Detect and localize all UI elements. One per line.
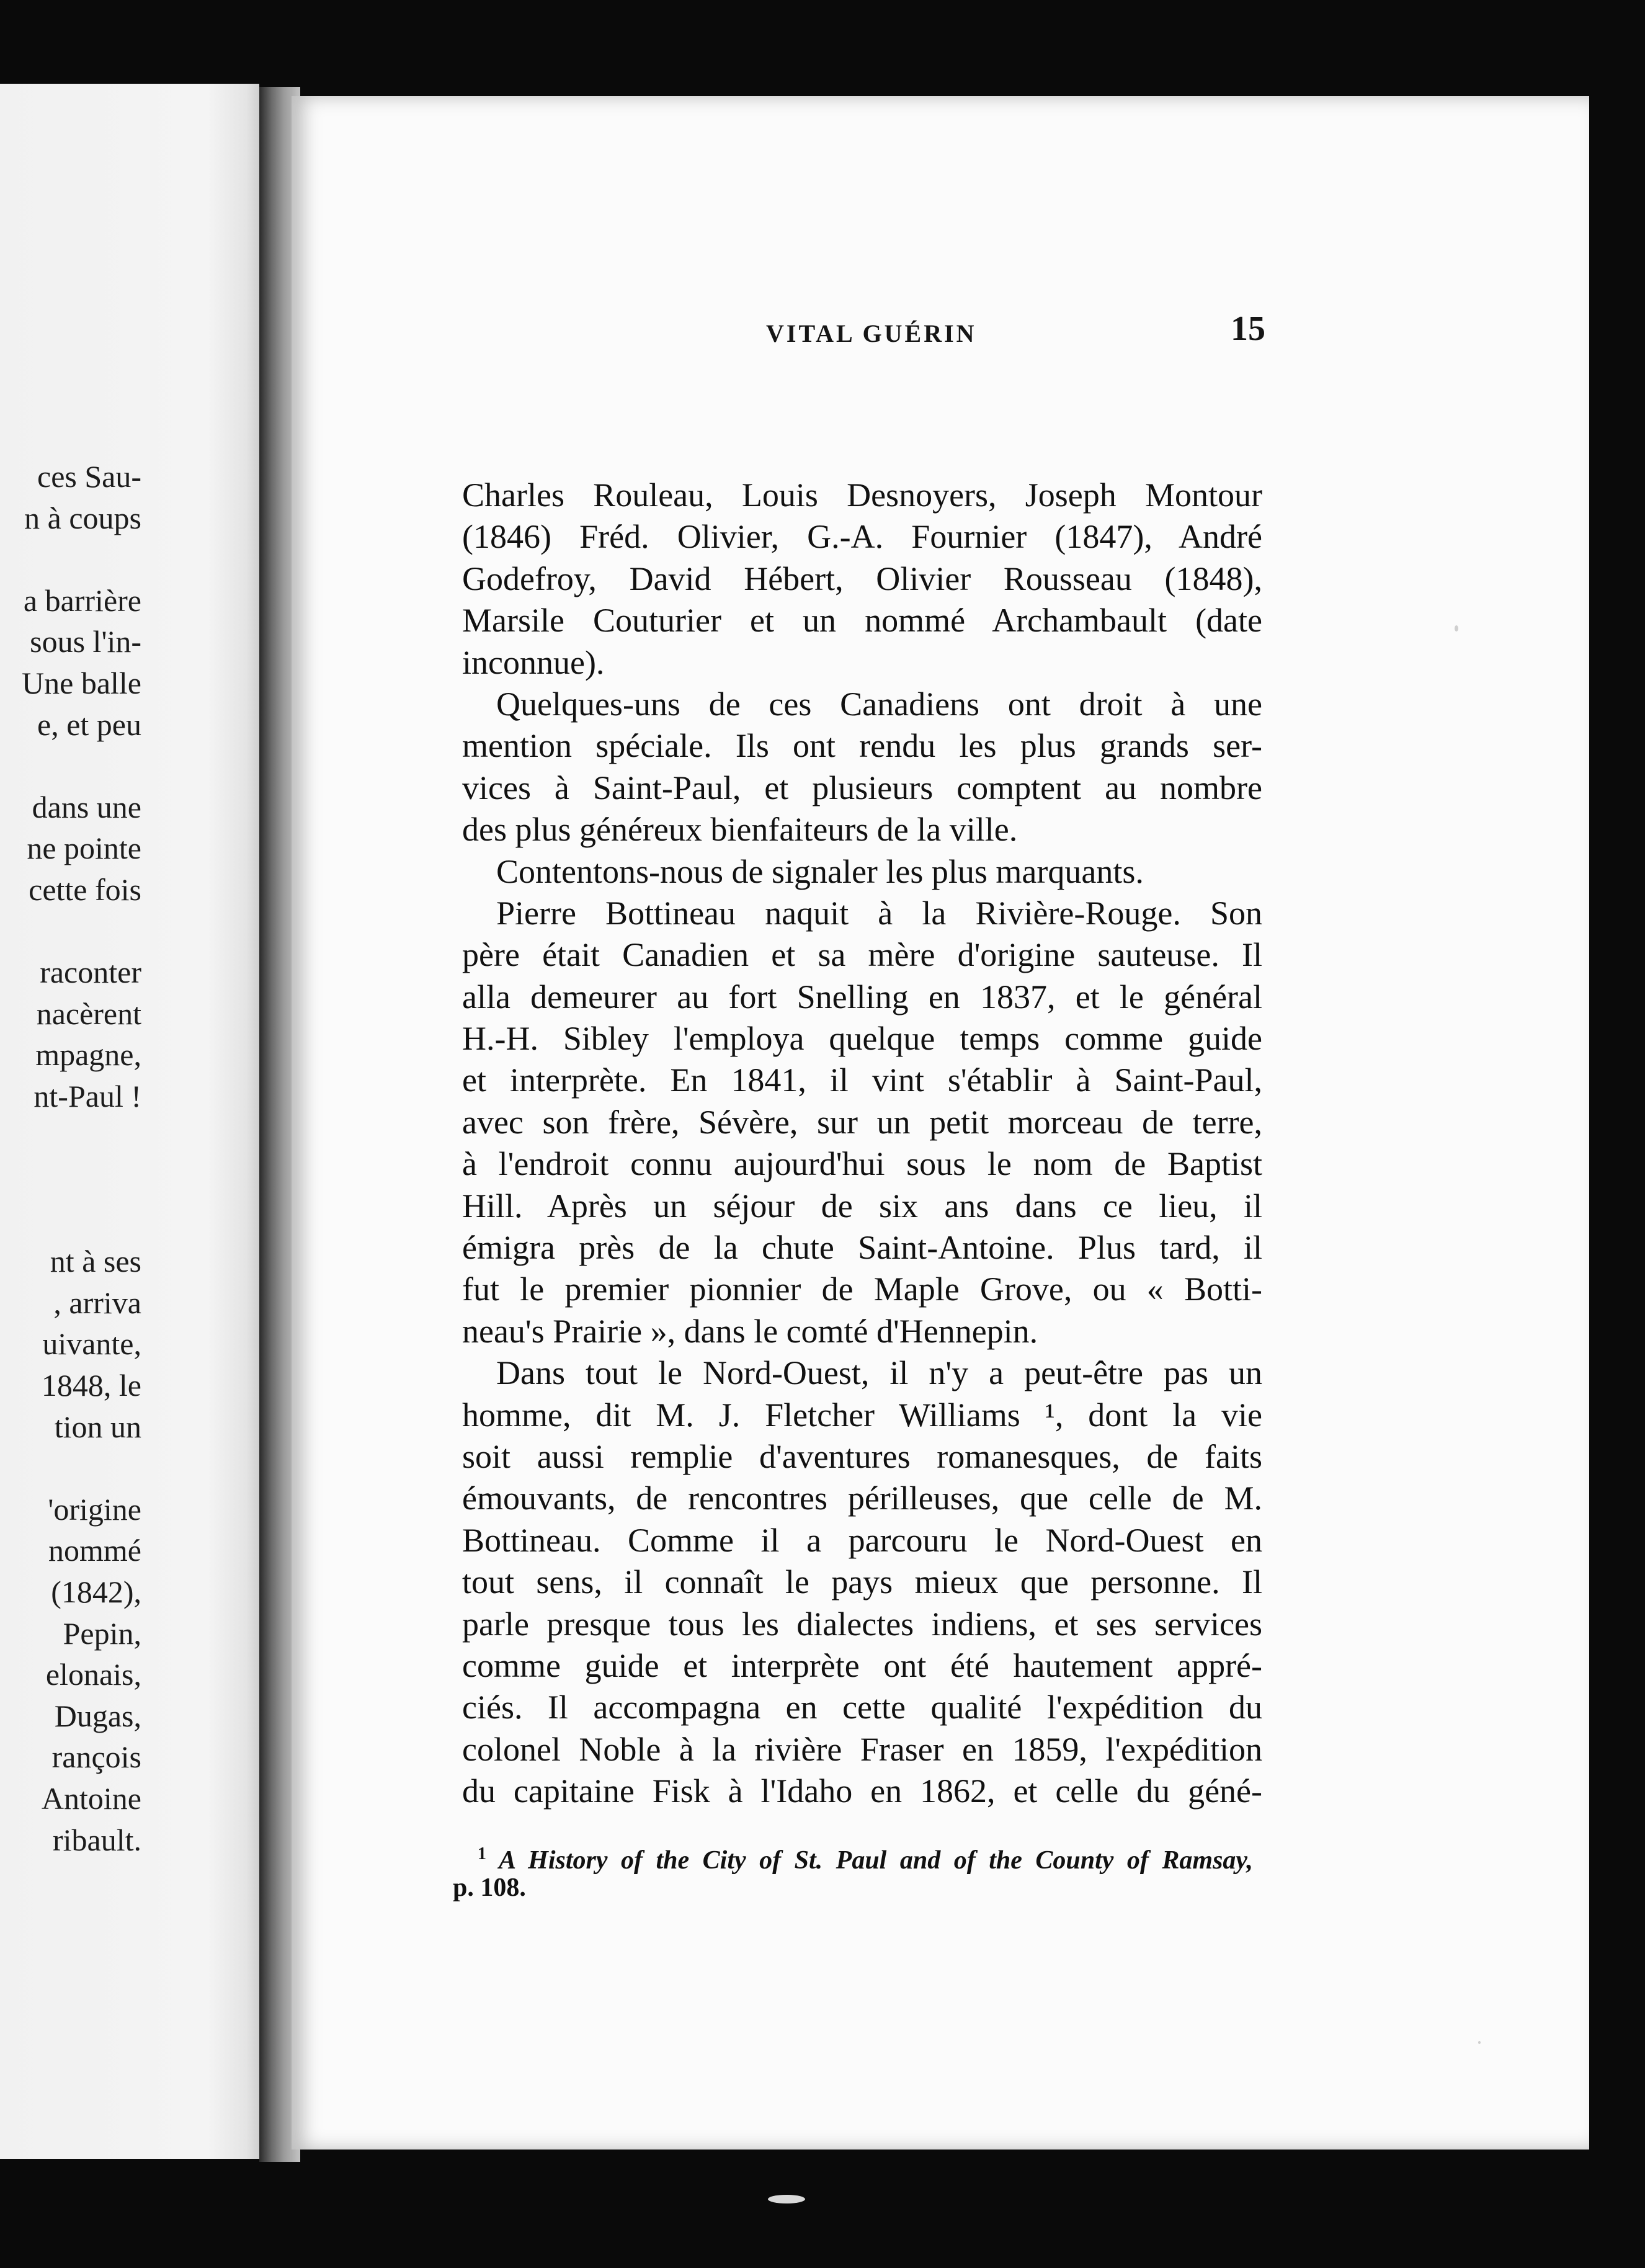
left-line [22, 745, 141, 787]
footnote-mark: 1 [478, 1844, 486, 1864]
text-line: des plus généreux bienfaiteurs de la ville. [462, 811, 1018, 849]
dust-speck [1478, 2041, 1481, 2044]
text-line: ciés. Il accompagna en cette qualité l'expédition du [462, 1689, 1262, 1726]
text-line: soit aussi remplie d'aventures romanesques, de faits [462, 1437, 1262, 1475]
text-line: Charles Rouleau, Louis Desnoyers, Joseph Montour [462, 476, 1262, 514]
left-line: 'origine [48, 1491, 141, 1527]
left-line: nacèrent [36, 996, 141, 1031]
left-line [22, 538, 141, 580]
left-line [22, 1200, 141, 1241]
left-line: tion un [54, 1409, 141, 1444]
text-line: à l'endroit connu aujourd'hui sous le nom de Baptist [462, 1145, 1262, 1183]
left-line [22, 1447, 141, 1489]
text-line: Contentons-nous de signaler les plus marquants. [496, 852, 1144, 890]
left-line: ribault. [52, 1822, 141, 1857]
text-line: Dans tout le Nord-Ouest, il n'y a peut-être pas un [496, 1354, 1262, 1392]
left-line: nt-Paul ! [33, 1078, 141, 1114]
text-line: Quelques-uns de ces Canadiens ont droit à une [496, 685, 1262, 723]
text-line: alla demeurer au fort Snelling en 1837, et le général [462, 978, 1262, 1016]
text-line: Marsile Couturier et un nommé Archambault (date [462, 602, 1262, 640]
left-line [22, 911, 141, 952]
text-line: père était Canadien et sa mère d'origine sauteuse. Il [462, 936, 1262, 974]
left-line: cette fois [29, 872, 141, 907]
text-line: inconnue). [462, 643, 605, 681]
text-line: tout sens, il connaît le pays mieux que personne. Il [462, 1563, 1262, 1601]
text-line: fut le premier pionnier de Maple Grove, ou « Botti- [462, 1270, 1262, 1308]
text-line: Bottineau. Comme il a parcouru le Nord-Ouest en [462, 1521, 1262, 1559]
text-line: neau's Prairie », dans le comté d'Hennepin. [462, 1312, 1038, 1350]
left-line: sous l'in- [30, 624, 141, 659]
text-line: colonel Noble à la rivière Fraser en 1859, l'expédition [462, 1730, 1262, 1768]
left-line: Une balle [22, 665, 141, 700]
left-line: e, et peu [37, 707, 141, 742]
text-line: H.-H. Sibley l'employa quelque temps comme guide [462, 1020, 1262, 1058]
left-line: elonais, [45, 1657, 141, 1692]
text-line: émigra près de la chute Saint-Antoine. Plus tard, il [462, 1229, 1262, 1267]
text-line: (1846) Fréd. Olivier, G.-A. Fournier (1847), André [462, 518, 1262, 556]
footnote-title: A History of the City of St. Paul and of the County of Ramsay, [498, 1846, 1253, 1875]
left-line: mpagne, [35, 1037, 141, 1073]
left-page-text [22, 456, 141, 1860]
left-line: Pepin, [63, 1615, 141, 1651]
left-line: Antoine [41, 1781, 141, 1816]
running-head [471, 304, 1265, 360]
left-line: ne pointe [27, 831, 141, 866]
text-line: comme guide et interprète ont été hautement appré- [462, 1646, 1262, 1684]
footnote-page-ref: p. 108. [453, 1873, 526, 1902]
left-line: raconter [40, 955, 141, 990]
left-line: (1842), [51, 1574, 141, 1610]
left-line: dans une [32, 789, 141, 824]
left-line [22, 1117, 141, 1159]
running-title: VITAL GUÉRIN [766, 319, 977, 347]
footnote-citation [453, 1839, 1253, 1875]
dust-speck [768, 2195, 805, 2203]
left-line: nommé [48, 1533, 141, 1568]
left-line: , arriva [53, 1285, 141, 1320]
text-line: parle presque tous les dialectes indiens, et ses services [462, 1605, 1262, 1643]
text-line: Pierre Bottineau naquit à la Rivière-Rouge. Son [496, 894, 1262, 932]
left-line: uivante, [42, 1326, 141, 1362]
left-line: nt à ses [50, 1244, 141, 1279]
text-line: émouvants, de rencontres périlleuses, que celle de M. [462, 1480, 1262, 1517]
text-line: vices à Saint-Paul, et plusieurs comptent au nombre [462, 769, 1262, 806]
text-line: homme, dit M. J. Fletcher Williams ¹, dont la vie [462, 1396, 1262, 1434]
text-line: Godefroy, David Hébert, Olivier Rousseau (1848), [462, 560, 1262, 597]
left-line [22, 1158, 141, 1200]
text-line: et interprète. En 1841, il vint s'établir à Saint-Paul, [462, 1061, 1262, 1099]
left-line: 1848, le [41, 1368, 141, 1403]
left-line: ces Sau- [37, 459, 141, 494]
text-line: Hill. Après un séjour de six ans dans ce lieu, il [462, 1187, 1262, 1225]
left-line: Dugas, [54, 1698, 141, 1733]
left-line: rançois [51, 1739, 141, 1775]
text-line: du capitaine Fisk à l'Idaho en 1862, et celle du géné- [462, 1772, 1262, 1810]
page-number: 15 [1231, 310, 1265, 348]
footnote [453, 1839, 1253, 1900]
left-facing-page [0, 84, 259, 2159]
dust-speck [1455, 625, 1458, 632]
body-text [462, 475, 1262, 1813]
left-line: n à coups [24, 500, 141, 535]
text-line: mention spéciale. Ils ont rendu les plus grands ser- [462, 727, 1262, 765]
left-line: a barrière [23, 583, 141, 618]
text-line: avec son frère, Sévère, sur un petit morceau de terre, [462, 1103, 1262, 1141]
